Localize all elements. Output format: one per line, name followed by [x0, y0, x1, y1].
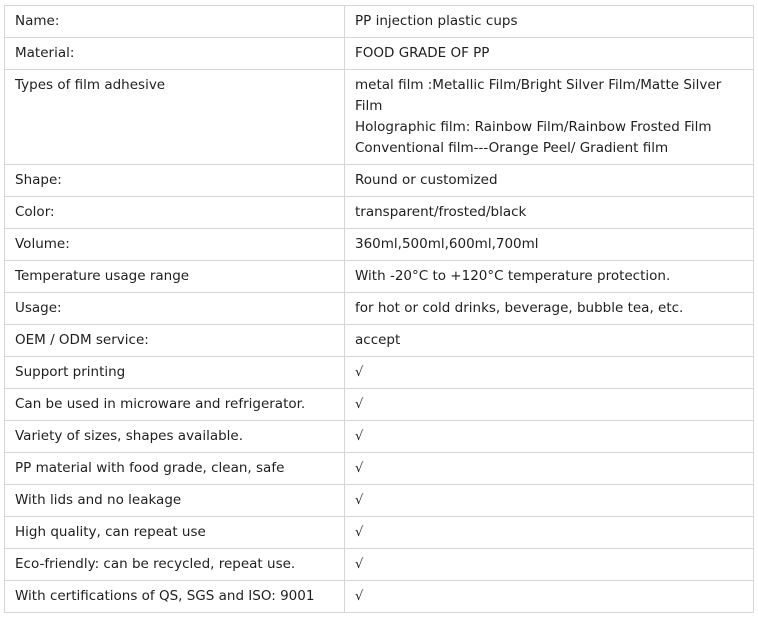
- table-row: [5, 229, 754, 261]
- check-mark: √: [345, 581, 754, 613]
- row-value-temperature: With -20°C to +120°C temperature protection.: [345, 261, 754, 293]
- table-row: [5, 293, 754, 325]
- row-label-film-adhesive: Types of film adhesive: [5, 70, 345, 165]
- table-row: [5, 581, 754, 613]
- check-mark: √: [345, 357, 754, 389]
- table-row: [5, 389, 754, 421]
- row-label-oem-odm: OEM / ODM service:: [5, 325, 345, 357]
- film-line-conventional: Conventional film---Orange Peel/ Gradient film: [355, 140, 669, 156]
- row-label-lids: With lids and no leakage: [5, 485, 345, 517]
- check-mark: √: [345, 517, 754, 549]
- row-label-temperature: Temperature usage range: [5, 261, 345, 293]
- row-value-color: transparent/frosted/black: [345, 197, 754, 229]
- table-row: [5, 421, 754, 453]
- row-label-eco-friendly: Eco-friendly: can be recycled, repeat use.: [5, 549, 345, 581]
- film-line-metal: metal film :Metallic Film/Bright Silver Film/Matte Silver: [355, 77, 722, 93]
- row-label-certifications: With certifications of QS, SGS and ISO: 9001: [5, 581, 345, 613]
- row-label-support-printing: Support printing: [5, 357, 345, 389]
- spec-table: [4, 5, 754, 613]
- row-label-volume: Volume:: [5, 229, 345, 261]
- film-line-metal-cont: Film: [355, 98, 383, 114]
- row-label-name: Name:: [5, 6, 345, 38]
- table-row: [5, 261, 754, 293]
- table-row: [5, 453, 754, 485]
- film-line-holographic: Holographic film: Rainbow Film/Rainbow Frosted Film: [355, 119, 712, 135]
- check-mark: √: [345, 421, 754, 453]
- row-label-material: Material:: [5, 38, 345, 70]
- row-label-usage: Usage:: [5, 293, 345, 325]
- row-value-volume: 360ml,500ml,600ml,700ml: [345, 229, 754, 261]
- row-label-variety: Variety of sizes, shapes available.: [5, 421, 345, 453]
- row-value-shape: Round or customized: [345, 165, 754, 197]
- row-value-oem-odm: accept: [345, 325, 754, 357]
- row-label-quality: High quality, can repeat use: [5, 517, 345, 549]
- table-row: [5, 549, 754, 581]
- row-label-microwave: Can be used in microware and refrigerator.: [5, 389, 345, 421]
- table-row: [5, 165, 754, 197]
- check-mark: √: [345, 453, 754, 485]
- table-row: [5, 517, 754, 549]
- check-mark: √: [345, 485, 754, 517]
- table-row: [5, 70, 754, 165]
- row-value-usage: for hot or cold drinks, beverage, bubble tea, etc.: [345, 293, 754, 325]
- row-label-shape: Shape:: [5, 165, 345, 197]
- table-row: [5, 357, 754, 389]
- check-mark: √: [345, 389, 754, 421]
- row-value-name: PP injection plastic cups: [345, 6, 754, 38]
- row-value-material: FOOD GRADE OF PP: [345, 38, 754, 70]
- table-row: [5, 485, 754, 517]
- row-label-color: Color:: [5, 197, 345, 229]
- check-mark: √: [345, 549, 754, 581]
- table-row: [5, 325, 754, 357]
- table-row: [5, 197, 754, 229]
- row-label-pp-material: PP material with food grade, clean, safe: [5, 453, 345, 485]
- row-value-film-adhesive: [345, 70, 754, 165]
- table-row: [5, 38, 754, 70]
- table-row: [5, 6, 754, 38]
